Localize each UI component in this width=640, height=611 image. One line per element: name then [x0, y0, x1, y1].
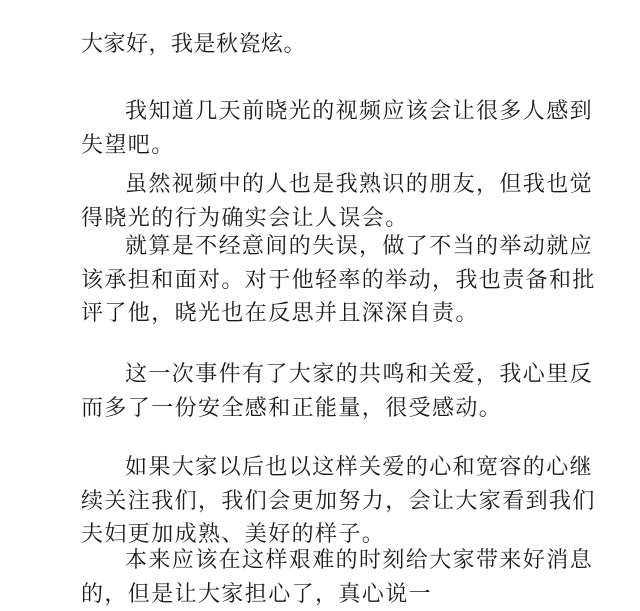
letter-paragraph: 这一次事件有了大家的共鸣和关爱，我心里反而多了一份安全感和正能量，很受感动。 — [81, 362, 594, 421]
letter-paragraph: 虽然视频中的人也是我熟识的朋友，但我也觉得晓光的行为确实会让人误会。 — [81, 172, 594, 231]
letter-paragraph: 我知道几天前晓光的视频应该会让很多人感到失望吧。 — [81, 99, 594, 158]
letter-paragraph: 本来应该在这样艰难的时刻给大家带来好消息的，但是让大家担心了，真心说一 — [81, 548, 594, 607]
letter-paragraph: 如果大家以后也以这样关爱的心和宽容的心继续关注我们，我们会更加努力，会让大家看到我们夫妇更加成熟、美好的样子。 — [81, 455, 596, 547]
letter-greeting: 大家好，我是秋瓷炫。 — [81, 32, 307, 57]
letter-paragraph: 就算是不经意间的失误，做了不当的举动就应该承担和面对。对于他轻率的举动，我也责备和批评了他，晓光也在反思并且深深自责。 — [81, 234, 596, 326]
